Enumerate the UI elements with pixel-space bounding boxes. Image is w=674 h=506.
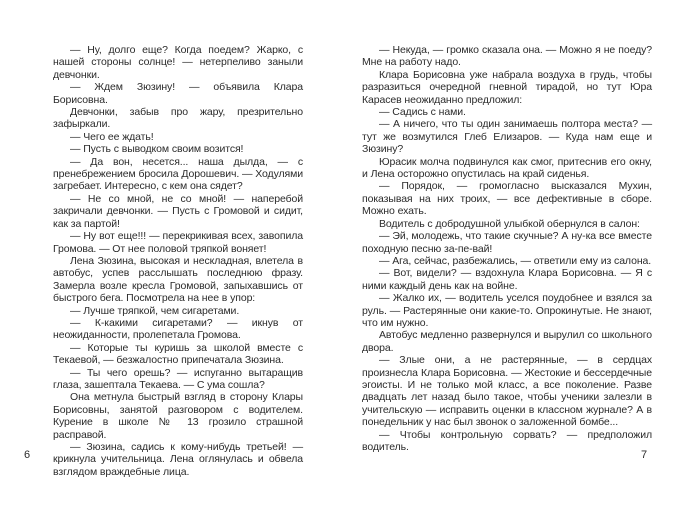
paragraph: Автобус медленно развернулся и вырулил со школьного двора. — [362, 329, 652, 354]
paragraph: — А ничего, что ты один занимаешь полтора места? — тут же возмутился Глеб Елизаров. — Куда нам еще и Зюзину? — [362, 118, 652, 156]
paragraph: — Садись с нами. — [379, 106, 466, 119]
paragraph: — Которые ты куришь за школой вместе с Текаевой, — безжалостно припечатала Зюзина. — [53, 341, 303, 367]
right-page-text — [362, 44, 652, 453]
paragraph: Юрасик молча подвинулся как смог, притеснив его окну, и Лена осторожно опустилась на край сиденья. — [362, 155, 652, 181]
paragraph: — Вот, видели? — вздохнула Клара Борисовна. — Я с ними каждый день как на войне. — [362, 267, 652, 292]
paragraph: Лена Зюзина, высокая и нескладная, влетела в автобус, успев расслышать последнюю фразу. Замерла возле кресла Громовой, запыхавшись от быстрого бега. Посмотрела на нее в упор: — [53, 254, 303, 305]
paragraph: — Не со мной, не со мной! — наперебой закричали девчонки. — Пусть с Громовой и сидит, как за партой! — [53, 192, 303, 230]
paragraph: — Порядок, — громогласно высказался Мухин, показывая на них троих, — все дефективные в сборе. Можно ехать. — [362, 180, 652, 218]
paragraph: — Ты чего орешь? — испуганно вытаращив глаза, зашептала Текаева. — С ума сошла? — [53, 366, 303, 391]
paragraph: Девчонки, забыв про жару, презрительно зафыркали. — [53, 106, 303, 131]
paragraph: — Чтобы контрольную сорвать? — предположил водитель. — [362, 428, 652, 453]
page-number-right: 7 — [641, 449, 648, 461]
paragraph: — Ну, долго еще? Когда поедем? Жарко, с нашей стороны солнце! — нетерпеливо заныли девчонки. — [53, 44, 303, 81]
paragraph: — Ждем Зюзину! — объявила Клара Борисовна. — [53, 81, 303, 106]
paragraph: — Жалко их, — водитель уселся поудобнее и взялся за руль. — Растерянные они какие-то. Опрокинутые. Не знают, что им нужно. — [362, 292, 652, 329]
page-number-left: 6 — [24, 449, 31, 461]
paragraph: — Злые они, а не растерянные, — в сердцах произнесла Клара Борисовна. — Жестокие и бессердечные эгоисты. И не только мой класс, а все поколение. Разве двадцать лет назад было такое, чтобы ученики залезли в учительскую — исправить оценки в классном журнале? А в понедельник у нас был звонок о заложенной бомбе... — [362, 354, 652, 429]
paragraph: — Лучше тряпкой, чем сигаретами. — [70, 304, 240, 317]
paragraph: Клара Борисовна уже набрала воздуха в грудь, чтобы разразиться очередной гневной тирадой, но тут Юра Карасев неожиданно предложил: — [362, 68, 652, 106]
paragraph: Водитель с добродушной улыбкой обернулся в салон: — [379, 217, 640, 230]
paragraph: — Эй, молодежь, что такие скучные? А ну-ка все вместе походную песню за-пе-вай! — [362, 230, 652, 255]
paragraph: — Зюзина, садись к кому-нибудь третьей! — крикнула учительница. Лена оглянулась и обвела взглядом враждебные лица. — [53, 441, 303, 478]
paragraph: — Пусть с выводком своим возится! — [70, 143, 244, 156]
paragraph: — К-какими сигаретами? — икнув от неожиданности, пролепетала Громова. — [53, 316, 303, 342]
paragraph: — Чего ее ждать! — [70, 130, 154, 143]
left-page-text — [53, 44, 303, 478]
paragraph: — Некуда, — громко сказала она. — Можно я не поеду? Мне на работу надо. — [362, 44, 652, 69]
paragraph: Она метнула быстрый взгляд в сторону Клары Борисовны, занятой разговором с водителем. Курение в школе № 13 грозило страшной расправой. — [53, 391, 303, 441]
paragraph: — Да вон, несется... наша дылда, — с пренебрежением бросила Дорошевич. — Ходулями загребает. Интересно, с кем она сядет? — [53, 155, 303, 193]
paragraph: — Ага, сейчас, разбежались, — ответили ему из салона. — [379, 254, 652, 267]
paragraph: — Ну вот еще!!! — перекрикивая всех, завопила Громова. — От нее половой тряпкой воняет! — [53, 230, 303, 255]
